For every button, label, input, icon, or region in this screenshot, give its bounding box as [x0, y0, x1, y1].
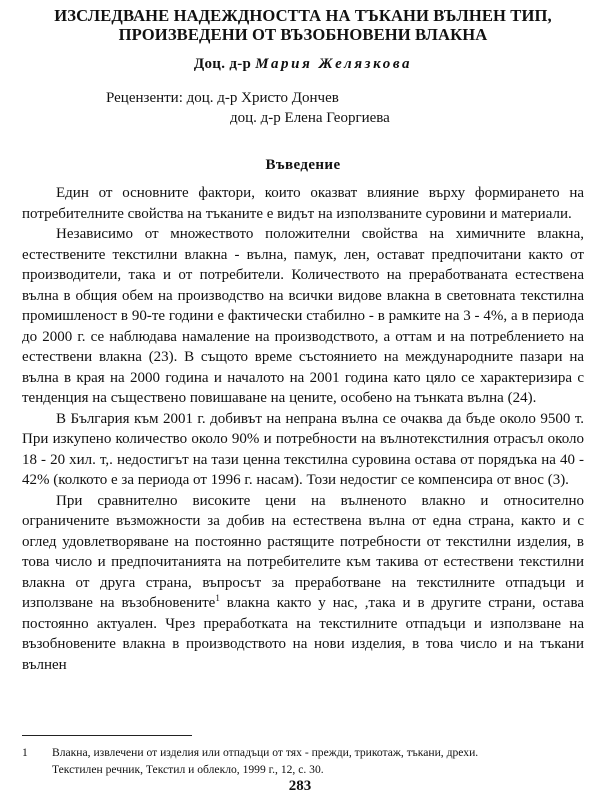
section-heading: Въведение [265, 157, 341, 173]
paragraph-4-text-a: При сравнително високите цени на вълненото влакно и относително ограничените възможности за добив на естествена вълна от една страна, както и с оглед удовлетворяване на постоянно растящите потребности от текстилни изделия, в това число и предпочитанията на потребителите към такива от естествени текстилни влакна от друга страна, въпросът за преработване на текстилните отпадъци и използване на възобновените [22, 492, 584, 611]
footnote [22, 735, 584, 778]
author-prefix: Доц. д-р [193, 56, 252, 72]
article-body [22, 183, 584, 675]
paragraph-4-text-b: влакна както у нас, ,така и в другите страни, остава постоянно актуален. Чрез преработката на текстилните отпадъци и използване на възобновените влакна в производството на нови изделия, в това число и на тъкани вълнен [22, 595, 584, 673]
article-title-line-1: ИЗСЛЕДВАНЕ НАДЕЖДНОСТТА НА ТЪКАНИ ВЪЛНЕН ТИП, [54, 6, 552, 25]
paragraph-2: Независимо от множеството положителни свойства на химичните влакна, естествените текстилни влакна - вълна, памук, лен, остават предпочитани както от производители, така и от потребители. Количеството на преработваната естествена вълна в общия обем на производство на всички видове влакна в световната текстилна промишленост в 90-те години е фактически стабилно - в рамките на 3 - 4%, а в периода до 2000 г. се наблюдава намаление на производството, а оттам и на потреблението на естествени влакна (23). В същото време състоянието на международните пазари на вълна в края на 2000 година и началото на 2001 година като цяло се характеризира с тенденция на съществено повишаване на цените, особено на тънката вълна (24). [22, 226, 584, 406]
paragraph-4 [22, 491, 584, 676]
reviewers-block [106, 89, 584, 128]
reviewers-line-1: Рецензенти: доц. д-р Христо Дончев [106, 90, 339, 106]
footnote-reference: 1 [215, 593, 220, 603]
footnote-line-2: Текстилен речник, Текстил и облекло, 1999 г., 12, с. 30. [52, 763, 324, 776]
footnote-divider [22, 735, 192, 736]
paragraph-3: В България към 2001 г. добивът на непрана вълна се очаква да бъде около 9500 т. При изкупено количество около 90% и потребности на вълнотекстилния отрасъл около 18 - 20 хил. т,. недостигът на тази ценна текстилна суровина остава от порядъка на 40 - 42% (колкото е за периода от 1996 г. насам). Този недостиг се компенсира от внос (3). [22, 410, 584, 488]
reviewers-line-2: доц. д-р Елена Георгиева [230, 109, 390, 126]
author-line [22, 56, 584, 73]
footnote-text [52, 744, 584, 778]
footnote-mark: 1 [22, 746, 28, 759]
paragraph-1: Един от основните фактори, които оказват влияние върху формирането на потребителните свойства на тъканите е видът на използваните суровини и материали. [22, 185, 584, 222]
article-title [22, 0, 584, 44]
article-title-line-2: ПРОИЗВЕДЕНИ ОТ ВЪЗОБНОВЕНИ ВЛАКНА [118, 25, 488, 44]
footnote-line-1: Влакна, извлечени от изделия или отпадъци от тях - прежди, трикотаж, тъкани, дрехи. [52, 746, 479, 759]
author-name: Мария Желязкова [255, 56, 413, 72]
footnote-row [22, 744, 584, 778]
page-number: 283 [288, 778, 312, 794]
